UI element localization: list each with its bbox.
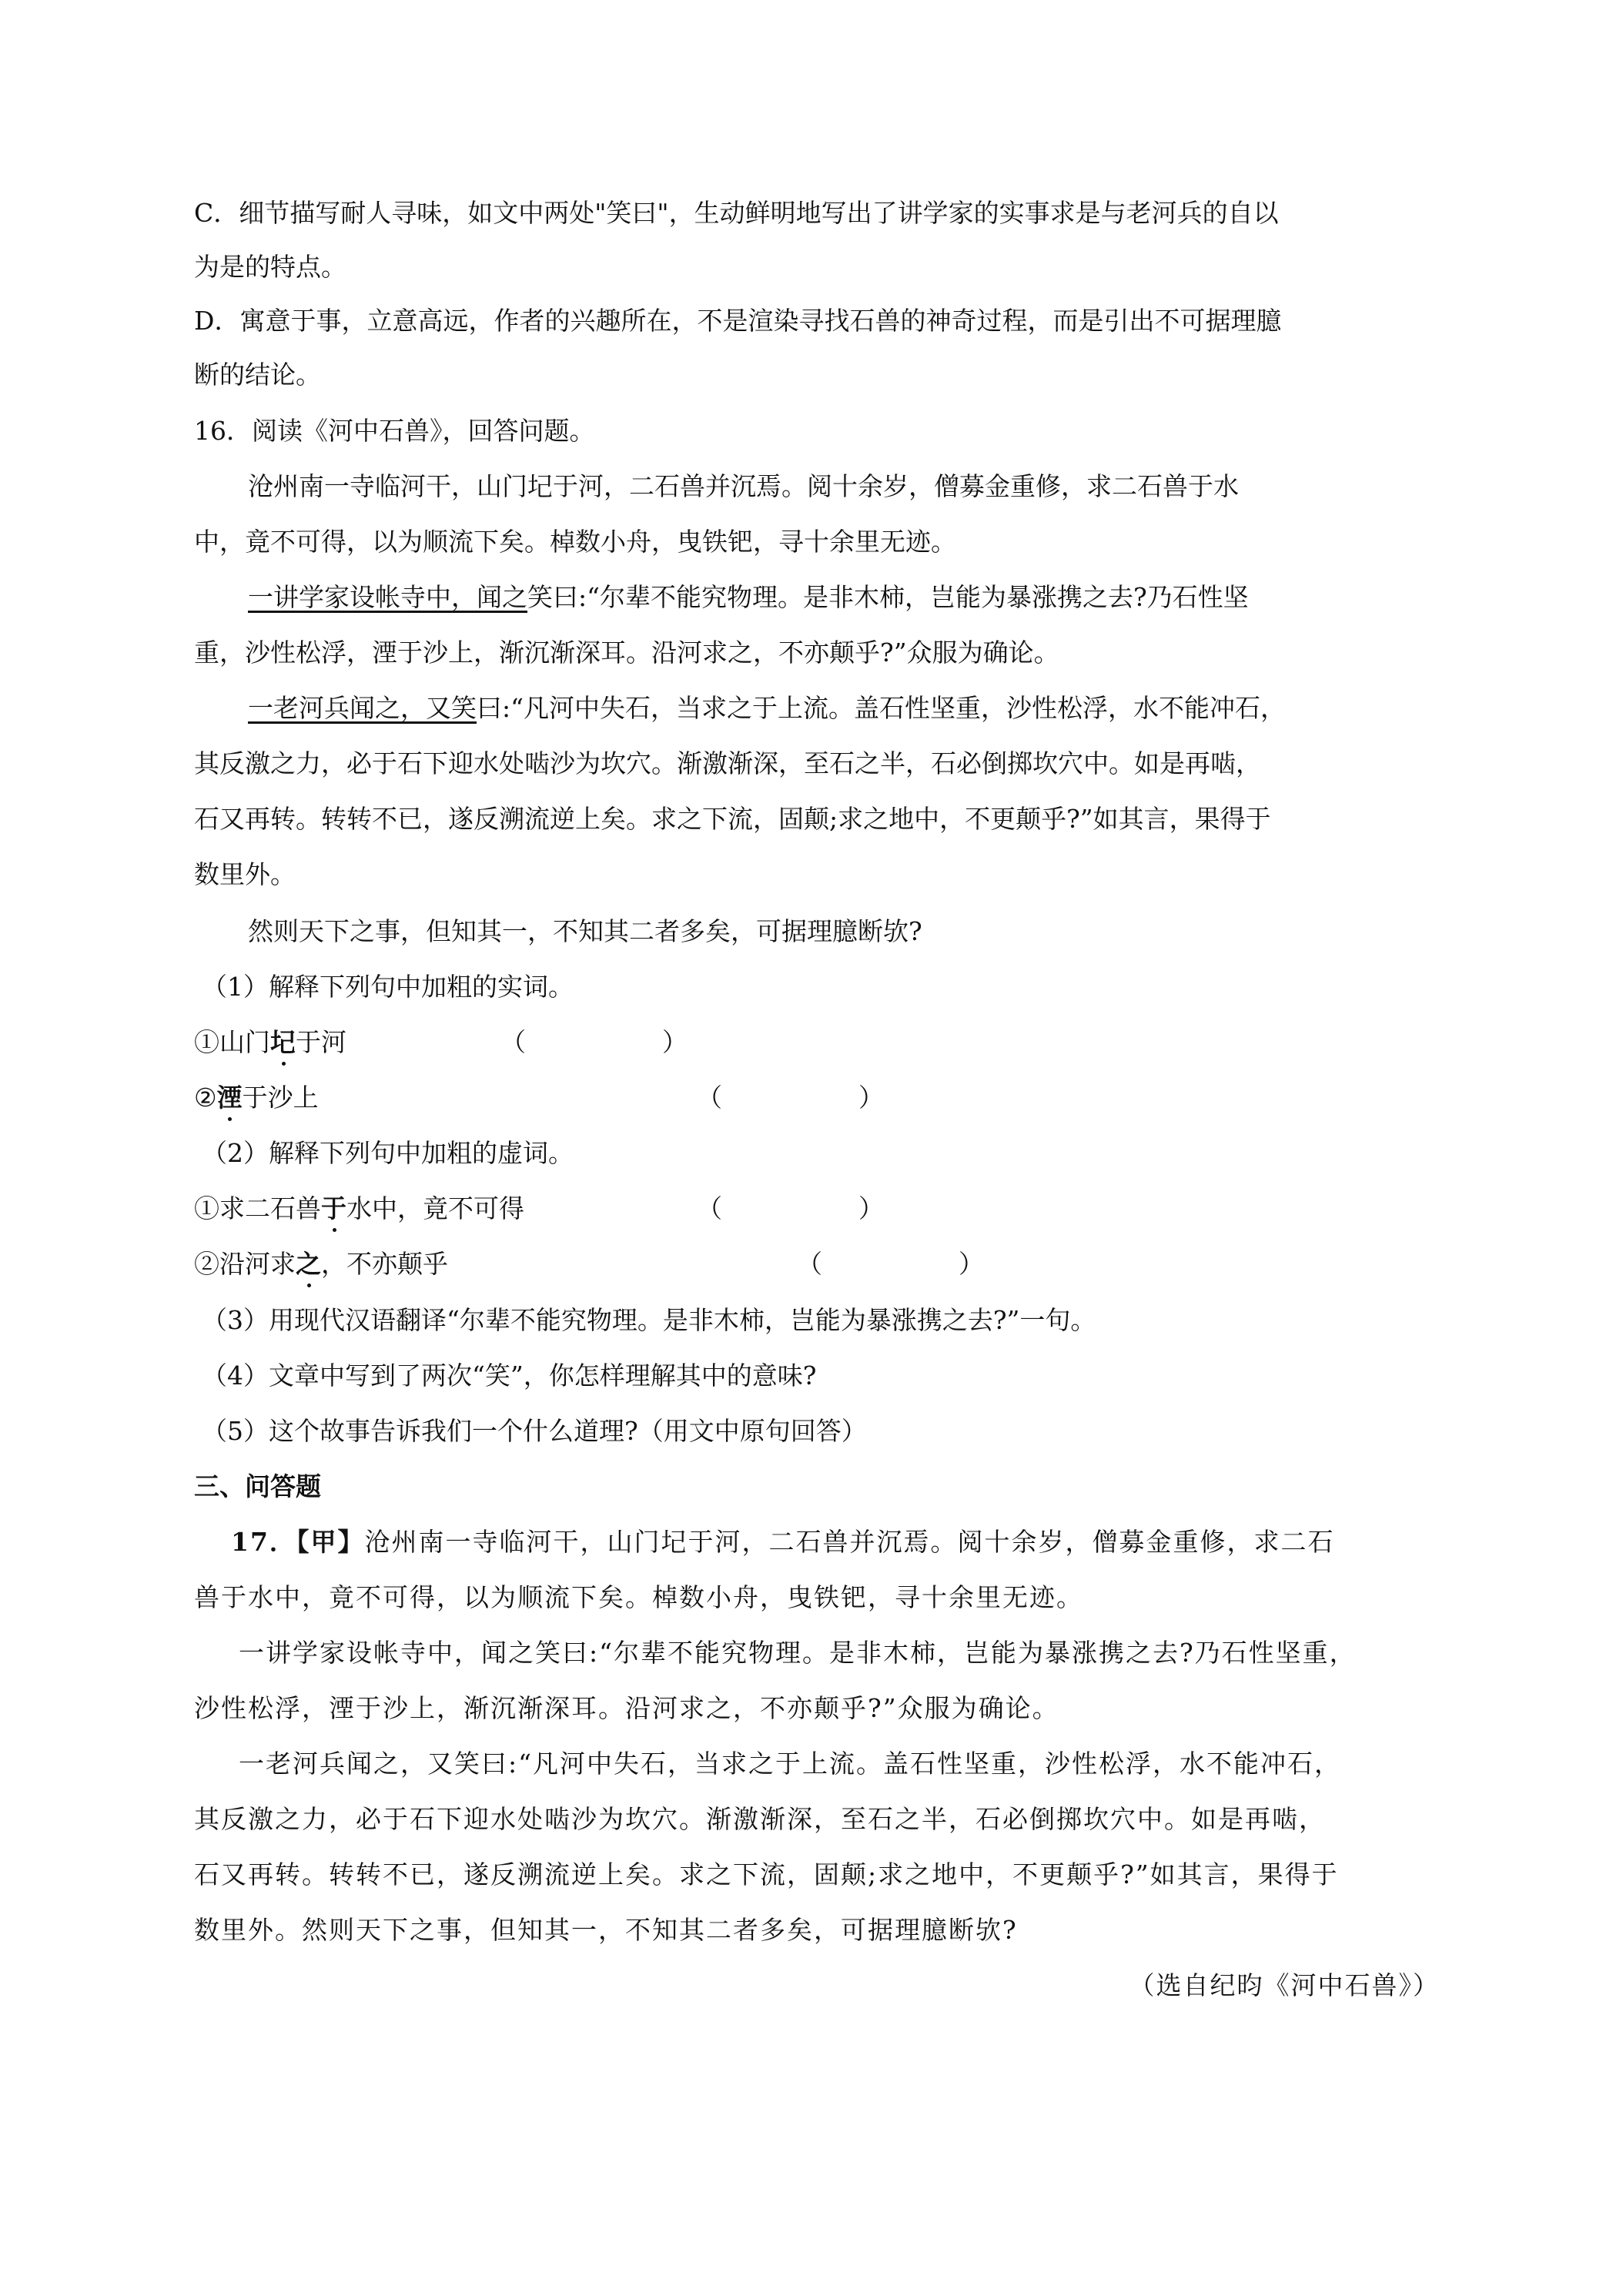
source-citation: （选自纪昀《河中石兽》） [1129, 1970, 1440, 2000]
underlined-phrase: 一老河兵闻之，又笑 [248, 693, 477, 723]
q17-passage-p3-line-4: 数里外。然则天下之事，但知其一，不知其二者多矣，可据理臆断欤? [194, 1915, 1018, 1945]
q16-sub-question-4: （4）文章中写到了两次“笑”，你怎样理解其中的意味? [202, 1361, 817, 1391]
answer-blank-close: ） [858, 1193, 884, 1223]
emphasized-word: 之 [296, 1247, 321, 1281]
answer-blank-open: （ [500, 1027, 526, 1057]
q16-passage-p3-line-1: 一老河兵闻之，又笑曰:“凡河中失石，当求之于上流。盖石性坚重，沙性松浮，水不能冲石， [248, 693, 1286, 723]
answer-blank-close: ） [858, 1083, 884, 1113]
answer-blank-open: （ [697, 1193, 722, 1223]
q16-sub-question-3: （3）用现代汉语翻译“尔辈不能究物理。是非木柿，岂能为暴涨携之去?”一句。 [202, 1305, 1096, 1335]
answer-blank-close: ） [959, 1249, 984, 1279]
section-heading: 三、问答题 [194, 1471, 321, 1501]
q16-passage-p3-line-2: 其反激之力，必于石下迎水处啮沙为坎穴。渐激渐深，至石之半，石必倒掷坎穴中。如是再啮， [194, 748, 1261, 778]
emphasized-word: 于 [321, 1192, 346, 1226]
answer-blank-open: （ [797, 1249, 822, 1279]
underlined-phrase: 一讲学家设帐寺中，闻之 [248, 582, 527, 612]
q17-passage-p3-line-1: 一老河兵闻之，又笑曰:“凡河中失石，当求之于上流。盖石性坚重，沙性松浮，水不能冲石， [239, 1749, 1341, 1779]
q17-passage-p3-line-2: 其反激之力，必于石下迎水处啮沙为坎穴。渐激渐深，至石之半，石必倒掷坎穴中。如是再啮， [194, 1804, 1326, 1834]
option-c-line-1: C．细节描写耐人寻味，如文中两处"笑曰"，生动鲜明地写出了讲学家的实事求是与老河兵的自以 [194, 198, 1279, 228]
q16-sub1-item-a: ①山门圮于河 [194, 1026, 346, 1059]
q16-passage-p2-line-2: 重，沙性松浮，湮于沙上，渐沉渐深耳。沿河求之，不亦颠乎?”众服为确论。 [194, 638, 1059, 668]
q17-passage-p2-line-1: 一讲学家设帐寺中，闻之笑曰:“尔辈不能究物理。是非木柿，岂能为暴涨携之去?乃石性坚重， [239, 1638, 1357, 1668]
q17-passage-p2-line-2: 沙性松浮，湮于沙上，渐沉渐深耳。沿河求之，不亦颠乎?”众服为确论。 [194, 1693, 1059, 1723]
option-c-line-2: 为是的特点。 [194, 252, 346, 282]
q16-sub1-item-b: ②湮于沙上 [194, 1081, 319, 1115]
q16-passage-p1-line-1: 沧州南一寺临河干，山门圮于河，二石兽并沉焉。阅十余岁，僧募金重修，求二石兽于水 [248, 471, 1239, 501]
q16-sub-question-2: （2）解释下列句中加粗的虚词。 [202, 1138, 574, 1168]
q16-passage-p1-line-2: 中，竟不可得，以为顺流下矣。棹数小舟，曳铁钯，寻十余里无迹。 [194, 527, 956, 557]
answer-blank-close: ） [662, 1027, 688, 1057]
q16-sub2-item-b: ②沿河求之，不亦颠乎 [194, 1247, 448, 1281]
q16-passage-p4: 然则天下之事，但知其一，不知其二者多矣，可据理臆断欤? [248, 916, 922, 946]
question-16-title: 16．阅读《河中石兽》，回答问题。 [194, 416, 595, 446]
emphasized-word: 湮 [217, 1081, 243, 1115]
q16-sub-question-1: （1）解释下列句中加粗的实词。 [202, 972, 574, 1002]
answer-blank-open: （ [697, 1083, 722, 1113]
q16-passage-p2-line-1: 一讲学家设帐寺中，闻之笑曰:“尔辈不能究物理。是非木柿，岂能为暴涨携之去?乃石性坚 [248, 582, 1249, 612]
option-d-line-1: D．寓意于事，立意高远，作者的兴趣所在，不是渲染寻找石兽的神奇过程，而是引出不可据理臆 [194, 306, 1282, 336]
q16-sub2-item-a: ①求二石兽于水中，竟不可得 [194, 1192, 524, 1226]
q17-passage-p1-line-1: 17．【甲】沧州南一寺临河干，山门圮于河，二石兽并沉焉。阅十余岁，僧募金重修，求二石 [231, 1527, 1335, 1557]
emphasized-word: 圮 [270, 1026, 296, 1059]
q16-passage-p3-line-3: 石又再转。转转不已，遂反溯流逆上矣。求之下流，固颠;求之地中，不更颠乎?”如其言，果得于 [194, 804, 1271, 834]
q17-passage-p1-line-2: 兽于水中，竟不可得，以为顺流下矣。棹数小舟，曳铁钯，寻十余里无迹。 [194, 1582, 1083, 1612]
q16-sub-question-5: （5）这个故事告诉我们一个什么道理?（用文中原句回答） [202, 1416, 867, 1446]
passage-tag: 【甲】 [296, 1527, 365, 1557]
q17-passage-p3-line-3: 石又再转。转转不已，遂反溯流逆上矣。求之下流，固颠;求之地中，不更颠乎?”如其言，果得于 [194, 1859, 1339, 1889]
option-d-line-2: 断的结论。 [194, 360, 321, 390]
q16-passage-p3-line-4: 数里外。 [194, 859, 296, 889]
question-number: 17． [231, 1527, 296, 1557]
